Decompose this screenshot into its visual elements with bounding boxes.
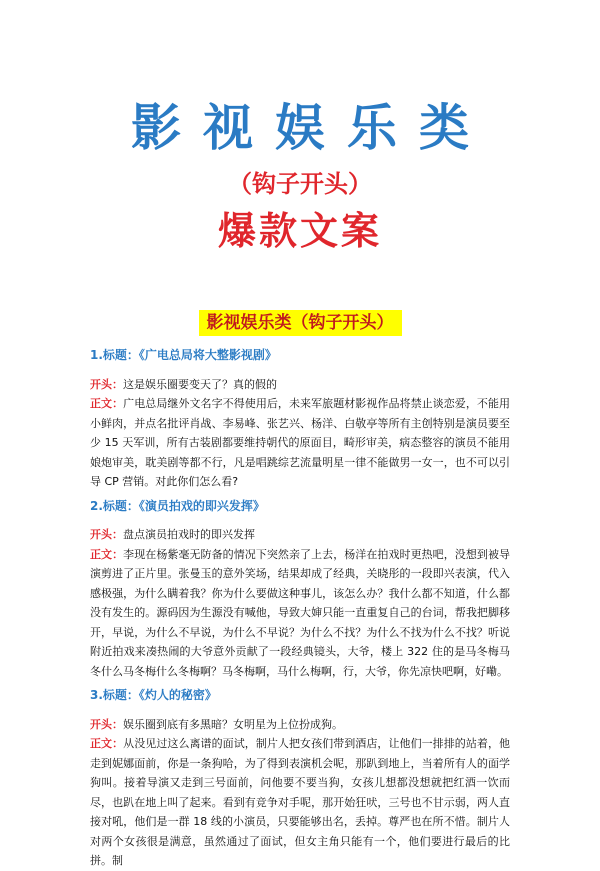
item-body-clip xyxy=(90,734,511,867)
list-item xyxy=(90,346,510,492)
item-hook xyxy=(90,715,510,735)
cover-subtitle: （钩子开头） xyxy=(228,170,372,198)
hook-label: 开头： xyxy=(90,528,123,541)
body-label: 正文： xyxy=(90,737,124,750)
hook-text: 盘点演员拍戏时的即兴发挥 xyxy=(123,528,255,541)
section-heading xyxy=(0,310,600,336)
cover-title: 影视娱乐类 xyxy=(131,99,491,157)
item-body xyxy=(90,545,510,682)
item-hook xyxy=(90,525,510,545)
section-heading-label: 影视娱乐类（钩子开头） xyxy=(199,310,402,336)
list-item xyxy=(90,686,511,867)
body-text: 从没见过这么离谱的面试，制片人把女孩们带到酒店，让他们一排排的站着，他走到妮娜面前，你是一条狗哈，为了得到表演机会呢，那趴到地上，当着所有人的面学狗叫。接着导演又走到三号面前，问他要不要当狗，女孩儿想都没想就把红酒一饮而尽，也趴在地上叫了起来。看到有竞争对手呢，那开始狂吠，三号也不甘示弱，两人直接对吼，他们是一群 18 线的小演员，只要能够出名，丢掉。尊严也在所不惜。制片人对两个女孩很是满意，虽然通过了面试，但女主角只能有一个，他们要进行最后的比拼。制 xyxy=(90,737,511,867)
hook-text: 这是娱乐圈要变天了？真的假的 xyxy=(123,377,277,391)
hook-label: 开头： xyxy=(90,377,123,391)
item-title: 1.标题：《广电总局将大整影视剧》 xyxy=(90,348,277,362)
body-text: 广电总局继外文名字不得使用后，未来军旅题材影视作品将禁止谈恋爱，不能用小鲜肉，并点名批评肖战、李易峰、张艺兴、杨洋、白敬亭等所有主创特别是演员要至少 15 天军训，所有古装剧都要维持朝代的原面目，畸形审美，病态整容的演员不能用娘炮审美，耽美剧等都不行，凡是唱跳综艺流量明星一律不能做男一女一，也不可以引导 CP 营销。对此你们怎么看? xyxy=(90,397,511,488)
item-title: 2.标题：《演员拍戏的即兴发挥》 xyxy=(90,498,265,513)
item-body xyxy=(90,734,510,871)
body-label: 正文： xyxy=(90,547,124,561)
hook-text: 娱乐圈到底有多黑暗？女明星为上位扮成狗。 xyxy=(123,717,343,731)
hook-label: 开头： xyxy=(90,717,123,731)
list-item xyxy=(90,497,510,682)
body-text: 李现在杨紫毫无防备的情况下突然亲了上去，杨洋在拍戏时更热吧，没想到被导演剪进了正片里。张曼玉的意外笑场，结果却成了经典，关晓彤的一段即兴表演，代入感极强，为什么瞒着我？你为什么要做这种事儿，该怎么办？我什么都不知道，什么都没有发生的。源码因为生源没有喊他，导致大婶只能一直重复自己的台词，帮我把脚移开，早说，为什么不早说，为什么不早说？为什么不找？为什么不找为什么不找？听说附近拍戏来凑热闹的大爷意外贡献了一段经典镜头，大爷，楼上 322 住的是马冬梅马冬什么马冬梅什么冬梅啊？马冬梅啊，马什么梅啊，行，大爷，你先凉快吧啊，好嘞。 xyxy=(90,547,511,678)
body-label: 正文： xyxy=(90,397,124,410)
content-body xyxy=(90,346,511,867)
cover-main-title: 爆款文案 xyxy=(217,209,382,253)
item-body xyxy=(90,394,510,492)
item-title: 3.标题：《灼人的秘密》 xyxy=(90,688,217,702)
item-hook xyxy=(90,375,510,395)
